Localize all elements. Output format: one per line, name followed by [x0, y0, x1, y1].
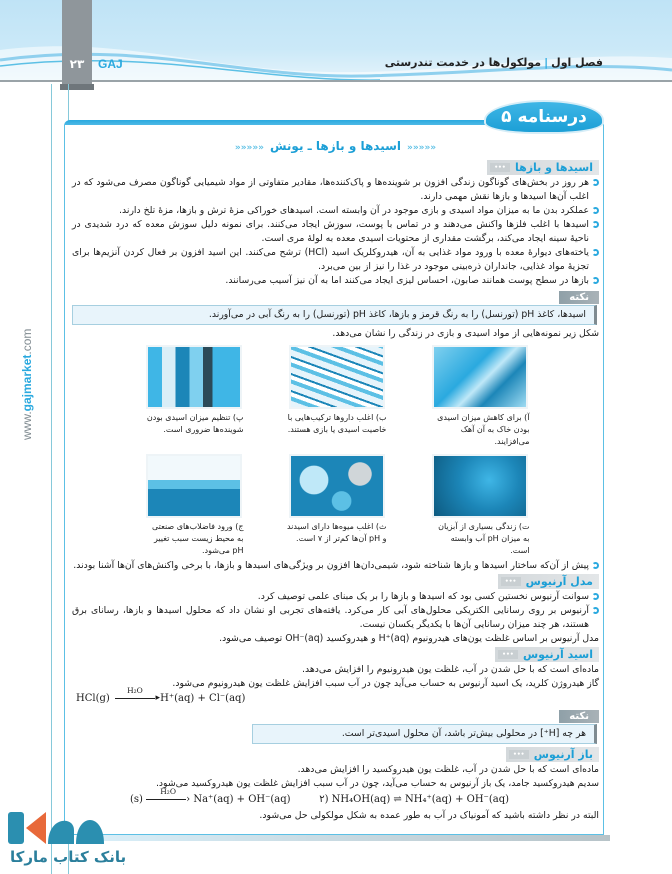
equation-products: H⁺(aq) + Cl⁻(aq) [160, 693, 246, 704]
site-url[interactable] [20, 329, 34, 440]
medicines-photo [289, 345, 385, 409]
heading-acids-bases [487, 160, 599, 175]
heading-arrhenius-acid [495, 647, 599, 662]
base-equation-2 [319, 793, 509, 807]
chapter-name: مولکول‌ها در خدمت تندرستی [384, 56, 542, 69]
lesson-content [72, 135, 599, 823]
page-spine-tab [62, 0, 92, 84]
title-decoration-right: ««««« [407, 143, 437, 153]
site-url-prefix: www. [20, 411, 34, 440]
bullet-icon [592, 607, 599, 614]
figure-item [132, 454, 255, 557]
bullet-paragraph [72, 604, 599, 632]
bullet-paragraph [72, 204, 599, 218]
bullet-text: آرنیوس بر روی رسانایی الکتریکی محلول‌های آبی کار می‌کرد. یافته‌های تجربی او نشان داد که محلول اسیدها و بازها، رسانای برق هستند، هر چند میزان رسانایی آن‌ها با یکدیگر یکسان نیست. [72, 605, 589, 630]
lesson-box-shadow [100, 835, 610, 841]
fruits-photo [289, 454, 385, 518]
reaction-arrow-icon: H₂O › [146, 793, 190, 807]
figure-item [275, 454, 398, 557]
reaction-arrow-icon [113, 686, 157, 706]
bullet-icon [592, 249, 599, 256]
base-example: سدیم هیدروکسید جامد، یک باز آرنیوس به حساب می‌آید، چون در آب سبب افزایش غلظت یون هیدروکسید می‌شود. [155, 778, 599, 789]
figure-caption: ب) اغلب داروها ترکیب‌هایی با خاصیت اسیدی یا بازی هستند. [287, 413, 387, 434]
heading-text: مدل آرنیوس [525, 575, 593, 588]
detergents-photo [146, 345, 242, 409]
bullet-paragraph [72, 559, 599, 573]
figure-caption: ج) ورود فاضلاب‌های صنعتی به محیط زیست سبب تغییر pH می‌شود. [152, 522, 244, 555]
bullet-icon [592, 593, 599, 600]
equation-products: Na⁺(aq) + OH⁻(aq) [193, 794, 291, 805]
arrhenius-summary: مدل آرنیوس بر اساس غلظت یون‌های هیدرونیوم H⁺(aq) و هیدروکسید OH⁻(aq) توصیف می‌شود. [219, 633, 599, 644]
margin-guide-line [51, 84, 52, 874]
bullet-text: سوانت آرنیوس نخستین کسی بود که اسیدها و بازها را بر یک مبنای علمی توصیف کرد. [257, 591, 589, 602]
figure-item [132, 345, 255, 448]
bullet-icon [592, 207, 599, 214]
note-label: نکته [559, 710, 599, 723]
bullet-paragraph [72, 176, 599, 204]
figure-grid [132, 345, 541, 557]
watermark-text: بانک کتاب مارکا [10, 848, 127, 866]
soil-liming-photo [432, 345, 528, 409]
bullet-text: یاخته‌های دیوارهٔ معده با ورود مواد غذایی به آن، هیدروکلریک اسید (HCl) ترشح می‌کنند. این اسید افزون بر فعال کردن آنزیم‌ها برای تجزیهٔ مواد غذایی، جانداران ذره‌بینی موجود در غذا را نیز از بین می‌برد. [72, 247, 589, 272]
note-box [252, 724, 597, 744]
arrow-label: H₂O [160, 787, 176, 796]
lesson-badge: درسنامه ۵ [484, 100, 604, 134]
figure-caption: ت) زندگی بسیاری از آبزیان به میزان pH آب وابسته است. [438, 522, 530, 555]
header-divider [0, 80, 672, 82]
note-box [72, 305, 597, 325]
heading-tag-icon: ••• [498, 650, 518, 659]
bullet-paragraph [72, 274, 599, 288]
title-separator: | [544, 56, 549, 69]
site-url-brand: gajmarket [20, 354, 34, 412]
heading-tag-icon: ••• [490, 163, 510, 172]
note-text: هر چه [H⁺] در محلولی بیش‌تر باشد، آن محلول اسیدی‌تر است. [341, 728, 586, 739]
bullet-icon [592, 277, 599, 284]
chapter-title [385, 56, 603, 69]
chapter-prefix: فصل اول [551, 56, 603, 69]
heading-arrhenius-model [498, 574, 599, 589]
marka-logo-icon [8, 806, 104, 846]
figure-item [418, 345, 541, 448]
bullet-icon [592, 562, 599, 569]
base-equations [72, 787, 599, 807]
bullet-text: اسیدها با اغلب فلزها واکنش می‌دهند و در تماس با پوست، سوزش ایجاد می‌کنند. برای نمونه دلیل سوزش معده که درد شدیدی در ناحیهٔ سینه ایجاد می‌کند، برگشت مقداری از محتویات اسیدی معده به لولهٔ مری است. [72, 219, 589, 244]
heading-tag-icon: ••• [509, 750, 529, 759]
acid-equation [76, 686, 599, 706]
site-url-suffix: .com [20, 328, 34, 355]
heading-text: اسیدها و بازها [514, 161, 593, 174]
bullet-icon [592, 179, 599, 186]
heading-arrhenius-base [506, 747, 599, 762]
figure-item [275, 345, 398, 448]
title-decoration-left: ««««« [234, 143, 264, 153]
acid-example: گاز هیدروژن کلرید، یک اسید آرنیوس به حساب می‌آید چون در آب سبب افزایش غلظت یون هیدرونیوم می‌شود. [172, 678, 599, 689]
aquatic-life-photo [432, 454, 528, 518]
note-label: نکته [559, 291, 599, 304]
section-title [72, 139, 599, 155]
bullet-icon [592, 221, 599, 228]
heading-text: باز آرنیوس [533, 748, 593, 761]
equation-text: NH₄OH(aq) ⇌ NH₄⁺(aq) + OH⁻(aq) [331, 794, 509, 805]
base-definition: ماده‌ای است که با حل شدن در آب، غلظت یون هیدروکسید را افزایش می‌دهد. [297, 764, 599, 775]
heading-text: اسید آرنیوس [522, 648, 593, 661]
acid-definition: ماده‌ای است که با حل شدن در آب، غلظت یون هیدرونیوم را افزایش می‌دهد. [302, 664, 599, 675]
bullet-text: بازها در سطح پوست همانند صابون، احساس لیزی ایجاد می‌کنند اما به آن نیز آسیب می‌رسانند. [225, 275, 589, 286]
equation-number: ۲) [319, 794, 329, 805]
note-text: اسیدها، کاغذ pH (تورنسل) را به رنگ قرمز و بازها، کاغذ pH (تورنسل) را به رنگ آبی در می‌آورند. [208, 309, 586, 320]
figures-intro: شکل زیر نمونه‌هایی از مواد اسیدی و بازی در زندگی را نشان می‌دهد. [332, 328, 599, 339]
bullet-paragraph [72, 246, 599, 274]
brand-label: GAJ [98, 57, 123, 71]
base-footnote: البته در نظر داشته باشید که آمونیاک در آب به طور عمده به شکل مولکولی حل می‌شود. [259, 810, 599, 821]
wastewater-photo [146, 454, 242, 518]
bullet-text: پیش از آن‌که ساختار اسیدها و بازها شناخته شود، شیمی‌دان‌ها افزون بر ویژگی‌های اسیدها و بازها، با برخی واکنش‌های آن‌ها آشنا بودند. [73, 560, 589, 571]
bullet-text: عملکرد بدن ما به میزان مواد اسیدی و بازی موجود در آن وابسته است. اسیدهای خوراکی مزهٔ ترش و بازها، مزهٔ تلخ دارند. [119, 205, 589, 216]
page-number: ۲۳ [69, 57, 85, 71]
bullet-text: هر روز در بخش‌های گوناگون زندگی افزون بر شوینده‌ها و پاک‌کننده‌ها، مقادیر متفاوتی از مواد شیمیایی گوناگون مصرف می‌شود که در اغلب آن‌ها اسیدها و بازها نقش مهمی دارند. [72, 177, 589, 202]
bullet-paragraph [72, 590, 599, 604]
figure-caption: پ) تنظیم میزان اسیدی بودن شوینده‌ها ضروری است. [146, 413, 244, 434]
arrow-label: H₂O [127, 686, 143, 695]
heading-tag-icon: ••• [501, 577, 521, 586]
figure-caption: آ) برای کاهش میزان اسیدی بودن خاک به آن آهک می‌افزایند. [437, 413, 530, 446]
figure-item [418, 454, 541, 557]
equation-reactant: HCl(g) [76, 693, 110, 704]
equation-reactant: (s) [130, 794, 143, 805]
bullet-paragraph [72, 218, 599, 246]
section-title-text: اسیدها و بازها ـ یونش [269, 139, 402, 153]
figure-caption: ث) اغلب میوه‌ها دارای اسیدند و pH آن‌ها کم‌تر از ۷ است. [286, 522, 387, 543]
base-equation-1 [130, 787, 291, 807]
